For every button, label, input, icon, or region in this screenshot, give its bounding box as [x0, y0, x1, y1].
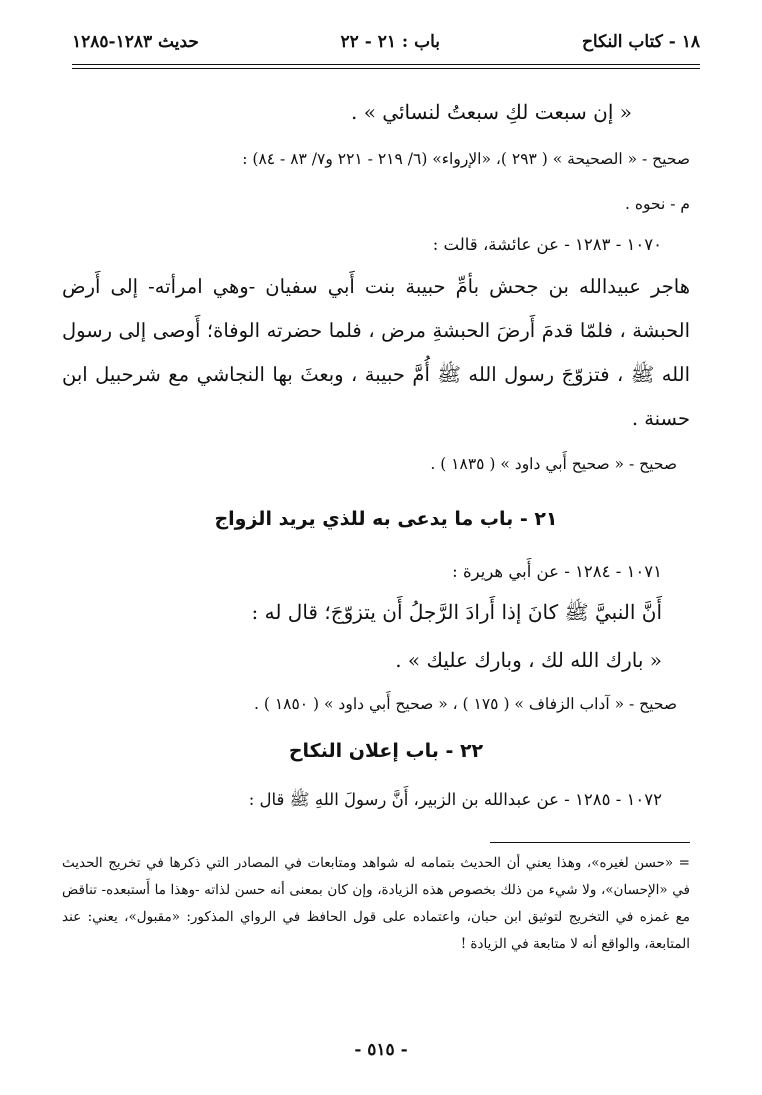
chapter-heading-22: ٢٢ - باب إعلان النكاح [288, 740, 484, 762]
grading-line-1070: صحيح - « صحيح أَبي داود » ( ١٨٣٥ ) . [430, 455, 677, 473]
grading-line-1071: صحيح - « آداب الزفاف » ( ١٧٥ ) ، « صحيح أَبي داود » ( ١٨٥٠ ) . [253, 695, 677, 713]
header-hadith-range: حديث ١٢٨٣-١٢٨٥ [72, 32, 199, 52]
reference-line: م - نحوه . [625, 195, 690, 213]
running-header [72, 30, 700, 62]
header-rule [72, 64, 700, 65]
page-number: - ٥١٥ - [354, 1040, 408, 1060]
header-chapter-range: باب : ٢١ - ٢٢ [340, 32, 440, 52]
hadith-number-1072: ١٠٧٢ - ١٢٨٥ - عن عبدالله بن الزبير، أَنَّ رسولَ اللهِ ﷺ قال : [248, 790, 662, 809]
hadith-number-1071: ١٠٧١ - ١٢٨٤ - عن أَبي هريرة : [452, 562, 662, 581]
hadith-quote: « إن سبعت لكِ سبعتُ لنسائي » . [351, 100, 632, 124]
chapter-heading-21: ٢١ - باب ما يدعى به للذي يريد الزواج [214, 508, 558, 530]
hadith-quote-1071: « بارك الله لك ، وبارك عليك » . [395, 648, 662, 672]
hadith-number-1070: ١٠٧٠ - ١٢٨٣ - عن عائشة، قالت : [432, 235, 662, 254]
hadith-text-1071: أَنَّ النبيَّ ﷺ كانَ إذا أَرادَ الرَّجلُ أَن يتزوّجَ؛ قال له : [251, 600, 662, 624]
header-chapter: ١٨ - كتاب النكاح [581, 32, 700, 52]
footnote-text: = «حسن لغيره»، وهذا يعني أن الحديث بتمامه له شواهد ومتابعات في المصادر التي ذكرها في تخريج الحديث في «الإحسان»، ولا شيء من ذلك بخصوص هذه الزيادة، وإن كان بمعنى أنه حسن لذاته -وهذا ما أَستبعده- تناقض مع غمزه في التخريج لتوثيق ابن حبان، واعتماده على قول الحافظ في الرواي المذكور: «مقبول»، يعني: عند المتابعة، والواقع أنه لا متابعة في الزيادة ! [62, 855, 690, 952]
header-rule-thin [72, 68, 700, 69]
grading-line: صحيح - « الصحيحة » ( ٢٩٣ )، «الإرواء» (٦/ ٢١٩ - ٢٢١ و٧/ ٨٣ - ٨٤) : [242, 150, 690, 168]
hadith-text-1070: هاجر عبيدالله بن جحش بأمِّ حبيبة بنت أَبي سفيان -وهي امرأته- إلى أَرض الحبشة ، فلمّا قدمَ أَرضَ الحبشةِ مرض ، فلما حضرته الوفاة؛ أَوصى إلى رسول الله ﷺ ، فتزوّجَ رسول الله ﷺ أُمَّ حبيبة ، وبعثَ بها النجاشي مع شرحبيل ابن حسنة . [62, 275, 690, 430]
footnote-rule [490, 842, 690, 843]
